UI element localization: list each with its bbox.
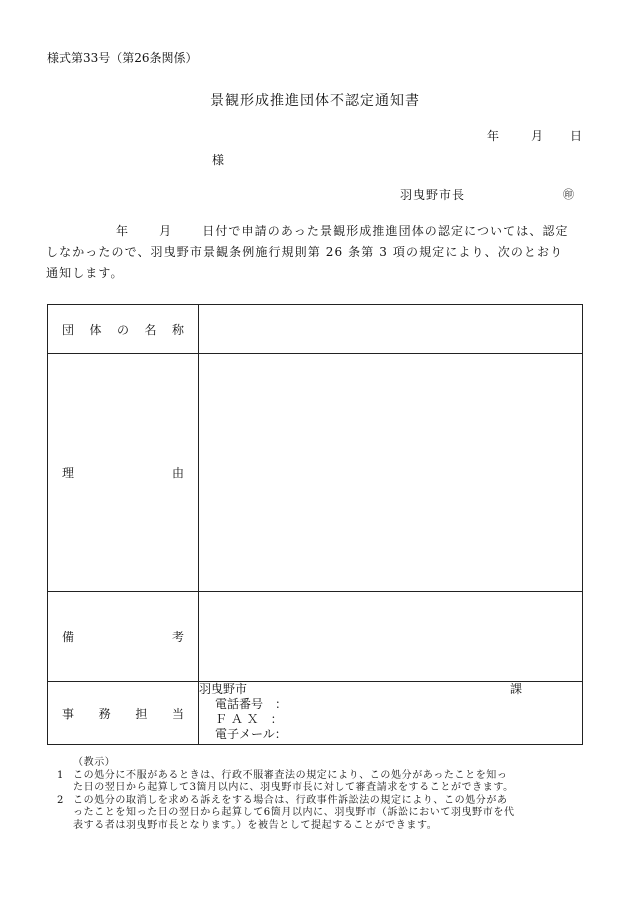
note-line: ったことを知った日の翌日から起算して6箇月以内に、羽曳野市（訴訟において羽曳野市を代 <box>73 807 515 818</box>
seal-mark: ㊞ <box>563 188 574 201</box>
form-table <box>47 304 583 745</box>
office-contact <box>199 682 583 745</box>
label-char: の <box>116 322 129 337</box>
label-char: 団 <box>62 322 75 337</box>
office-section: 課 <box>509 682 522 696</box>
group-name-field[interactable] <box>199 305 583 354</box>
body-line-2: しなかったので、羽曳野市景観条例施行規則第 26 条第 3 項の規定により、次のとおり <box>46 245 564 259</box>
label-char: 当 <box>171 706 184 721</box>
form-number: 様式第33号（第26条関係） <box>47 51 198 65</box>
date-month: 月 <box>531 129 544 143</box>
office-fax: Ｆ Ａ Ｘ ： <box>215 712 283 726</box>
office-label <box>48 682 199 745</box>
office-phone: 電話番号 ： <box>215 697 288 711</box>
body-line-1 <box>46 221 586 242</box>
notice-body <box>46 221 586 284</box>
label-char: 名 <box>144 322 157 337</box>
remarks-field[interactable] <box>199 592 583 682</box>
office-row <box>48 682 583 745</box>
reason-row <box>48 354 583 592</box>
label-char: 称 <box>171 322 184 337</box>
label-char: 備 <box>62 630 75 644</box>
remarks-label <box>48 592 199 682</box>
reason-field[interactable] <box>199 354 583 592</box>
body-month: 月 <box>159 224 173 238</box>
group-name-row <box>48 305 583 354</box>
label-char: 務 <box>98 706 111 721</box>
note-number: 2 <box>57 794 64 806</box>
office-email: 電子メール： <box>215 727 287 741</box>
note-line: この処分に不服があるときは、行政不服審査法の規定により、この処分があったことを知っ <box>73 769 508 781</box>
note-item <box>57 795 587 833</box>
issuer-name: 羽曳野市長 <box>400 188 466 202</box>
date-day: 日 <box>570 129 583 143</box>
label-char: 由 <box>171 466 184 480</box>
body-line-1-text: 日付で申請のあった景観形成推進団体の認定については、認定 <box>202 224 569 238</box>
remarks-row <box>48 592 583 682</box>
group-name-label <box>48 305 199 354</box>
instruction-notes <box>57 757 587 832</box>
note-item <box>57 770 587 795</box>
body-year: 年 <box>116 224 130 238</box>
label-char: 考 <box>171 630 184 644</box>
reason-label <box>48 354 199 592</box>
office-city: 羽曳野市 <box>199 682 248 696</box>
label-char: 体 <box>89 322 102 337</box>
body-line-3: 通知します。 <box>46 266 124 280</box>
note-number: 1 <box>57 769 64 781</box>
date-year: 年 <box>487 129 500 143</box>
document-title: 景観形成推進団体不認定通知書 <box>210 93 420 109</box>
note-line: 表する者は羽曳野市長となります。）を被告として提起することができます。 <box>73 819 438 831</box>
addressee-suffix: 様 <box>212 153 225 167</box>
notes-heading: （教示） <box>73 757 116 768</box>
label-char: 理 <box>62 466 75 480</box>
label-char: 担 <box>135 706 148 721</box>
note-line: この処分の取消しを求める訴えをする場合は、行政事件訴訟法の規定により、この処分があ <box>73 794 508 806</box>
note-line: た日の翌日から起算して3箇月以内に、羽曳野市長に対して審査請求をすることができます。 <box>73 782 514 793</box>
label-char: 事 <box>62 706 75 721</box>
